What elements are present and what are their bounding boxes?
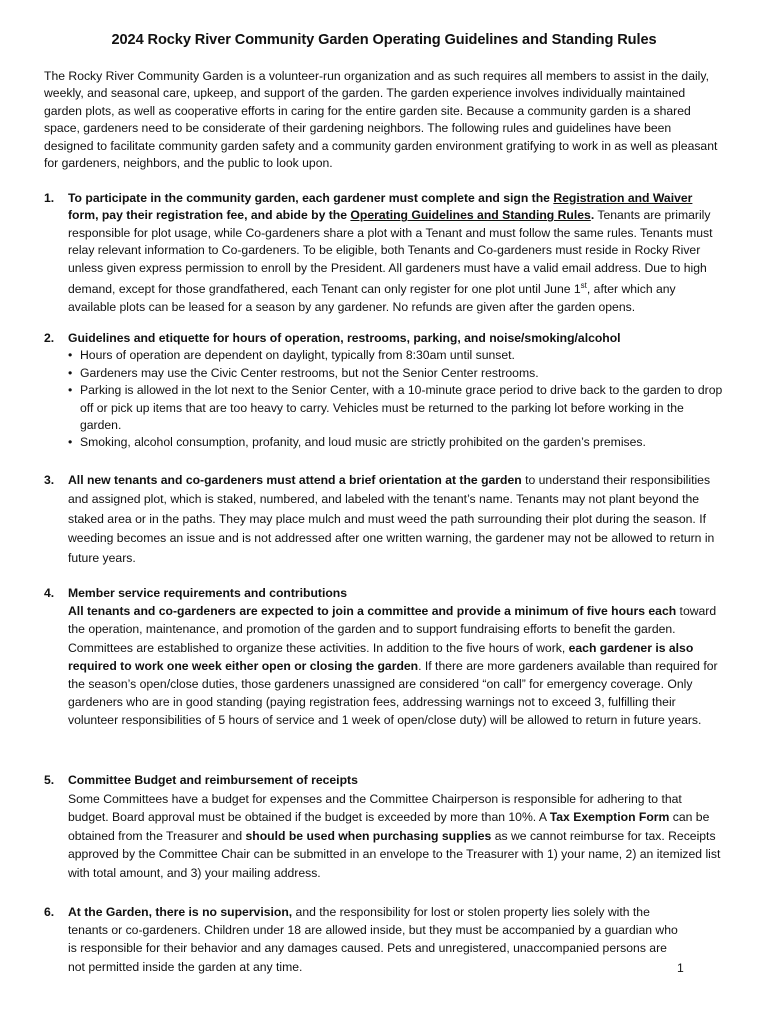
bold-text: Tax Exemption Form	[549, 810, 670, 825]
bold-text: All new tenants and co-gardeners must attend a brief orientation at the garden	[68, 473, 522, 487]
section-2	[44, 330, 724, 452]
superscript: st	[580, 281, 587, 291]
bold-text: form, pay their registration fee, and abide by the	[68, 208, 351, 223]
body-text: and the responsibility for lost or stolen property lies solely with the tenants or co-gardeners. Children under 18 are allowed inside, but they must be accompanied by a guardian who is responsible for their behavior and any damages caused. Pets and unregistered, unaccompanied persons are not permitted inside the garden at any time.	[68, 905, 678, 974]
body-text: , after which any available plots can be leased for a season by any gardener. No refunds are given after the garden opens.	[68, 282, 676, 314]
body-text: as we cannot reimburse for tax. Receipts approved by the Committee Chair can be submitted in an envelope to the Treasurer with 1) your name, 2) an itemized list with total amount, and 3) your mailing address.	[68, 828, 721, 880]
page-number: 1	[677, 961, 684, 975]
section-body	[68, 790, 724, 883]
section-body	[68, 471, 724, 568]
bold-text: All tenants and co-gardeners are expected to join a committee and provide a minimum of five hours each	[68, 604, 677, 619]
section-5	[44, 771, 724, 883]
section-heading: Committee Budget and reimbursement of receipts	[68, 773, 358, 787]
operating-guidelines-link[interactable]: Operating Guidelines and Standing Rules	[350, 208, 591, 223]
bold-text: At the Garden, there is no supervision,	[68, 905, 293, 919]
section-number: 5.	[44, 773, 55, 787]
list-item: • Hours of operation are dependent on daylight, typically from 8:30am until sunset.	[68, 347, 724, 364]
page-title: 2024 Rocky River Community Garden Operating Guidelines and Standing Rules	[111, 32, 657, 48]
bold-text: each gardener is also required to work one week either open or closing the garden	[68, 640, 694, 673]
body-text: to understand their responsibilities and assigned plot, which is staked, numbered, and labeled with the tenant’s name. Tenants may not plant beyond the staked area or in the paths. They may place mulch and must weed the path surrounding their plot during the season. If weeding becomes an issue and is not addressed after one written warning, the gardener may not be allowed to return in future years.	[68, 473, 715, 565]
section-heading: Guidelines and etiquette for hours of operation, restrooms, parking, and noise/smoking/alcohol	[68, 331, 621, 345]
section-body: To participate in the community garden, each gardener must complete and sign the Registration and Waiver form, pay their registration fee, and abide by the Operating Guidelines and Standing Rules. Tenants are primarily responsible for plot usage, while Co-gardeners share a plot with a Tenant and must follow the same rules. Tenants must relay relevant information to Co-gardeners. To be eligible, both Tenants and Co-gardeners must reside in Rocky River unless given express permission to enroll by the President. All gardeners must have a valid email address. Due to high demand, except for those grandfathered, each Tenant can only register for one plot until June 1st, after which any available plots can be leased for a season by any gardener. No refunds are given after the garden opens.	[68, 191, 713, 314]
body-text: can be obtained from the Treasurer and	[68, 810, 710, 843]
section-body	[68, 602, 724, 729]
list-item: • Smoking, alcohol consumption, profanity, and loud music are strictly prohibited on the garden’s premises.	[68, 434, 724, 451]
intro-paragraph: The Rocky River Community Garden is a volunteer-run organization and as such requires all members to assist in the daily, weekly, and seasonal care, upkeep, and support of the garden. The garden experience involves individually maintained garden plots, as well as cooperative efforts in caring for the entire garden site. Because a community garden is a shared space, gardeners need to be considerate of their gardening neighbors. The following rules and guidelines have been designed to facilitate community garden safety and a community garden environment gratifying to work in as well as pleasant for gardeners, neighbors, and the public to look upon.	[44, 69, 718, 171]
section-number: 1.	[44, 191, 55, 205]
bold-text: should be used when purchasing supplies	[245, 828, 492, 843]
section-number: 2.	[44, 331, 55, 345]
section-6	[44, 903, 724, 976]
section-heading: Member service requirements and contributions	[68, 586, 348, 600]
section-number: 3.	[44, 473, 55, 487]
bold-text: To participate in the community garden, each gardener must complete and sign the	[68, 191, 554, 205]
list-item: • Gardeners may use the Civic Center restrooms, but not the Senior Center restrooms.	[68, 365, 724, 382]
registration-waiver-link[interactable]: Registration and Waiver	[553, 191, 693, 205]
body-text: Tenants are primarily responsible for plot usage, while Co-gardeners share a plot with a Tenant and must follow the same rules. Tenants must relay relevant information to Co-gardeners. To be eligible, both Tenants and Co-gardeners must reside in Rocky River unless given express permission to enroll by the President. All gardeners must have a valid email address. Due to high demand, except for those grandfathered, each Tenant can only register for one plot until June 1	[68, 208, 713, 297]
list-item: • Parking is allowed in the lot next to the Senior Center, with a 10-minute grace period to drive back to the garden to drop off or pick up items that are too heavy to carry. Vehicles must be returned to the parking lot before working in the garden.	[68, 382, 724, 434]
section-1	[44, 190, 724, 316]
section-3	[44, 471, 724, 568]
section-number: 4.	[44, 586, 55, 600]
body-text: toward the operation, maintenance, and promotion of the garden and to support fundraising efforts to benefit the garden. Committees are established to organize these activities. In addition to the five hours of work,	[68, 604, 717, 655]
body-text: . If there are more gardeners available than required for the season’s open/close duties, those gardeners unassigned are considered “on call” for emergency coverage. Only gardeners who are in good standing (paying registration fees, addressing warnings not to exceed 3, fulfilling their volunteer responsibilities of 5 hours of service and 1 week of open/close duty) will be allowed to return in future years.	[68, 658, 718, 728]
section-body	[68, 903, 684, 976]
section-number: 6.	[44, 905, 55, 919]
section-4	[44, 584, 724, 730]
bullet-list	[68, 347, 724, 451]
body-text: Some Committees have a budget for expenses and the Committee Chairperson is responsible for adhering to that budget. Board approval must be obtained if the budget is exceeded by more than 10%. A	[68, 791, 682, 825]
